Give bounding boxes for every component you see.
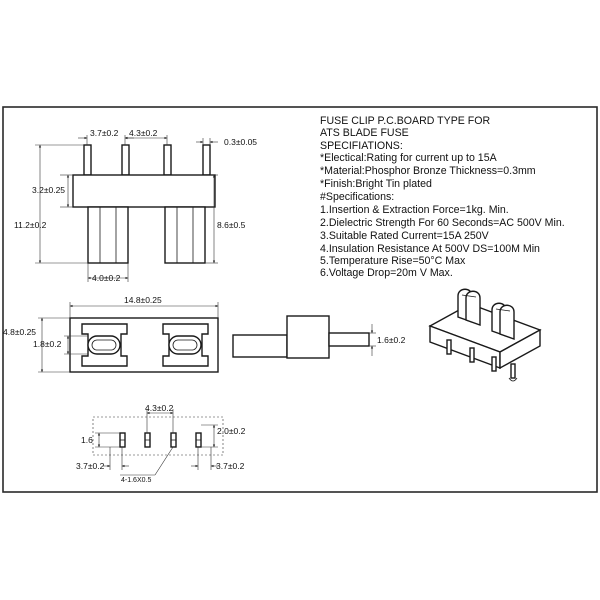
dim-total-height: 11.2±0.2 (14, 220, 47, 230)
dim-pcb-left: 3.7±0.2 (76, 461, 105, 471)
spec-line: *Material:Phosphor Bronze Thickness=0.3mm (320, 165, 536, 177)
spec-line: *Finish:Bright Tin plated (320, 178, 432, 190)
side-base (233, 335, 287, 357)
dim-body-length: 14.8±0.25 (124, 295, 162, 305)
dim-side-pin: 1.6±0.2 (377, 335, 406, 345)
top-view (3, 295, 218, 372)
iso-pin-4 (511, 364, 515, 378)
front-view (14, 128, 257, 283)
iso-pin-1 (447, 340, 451, 354)
side-pin (329, 333, 369, 346)
spec-line: *Electical:Rating for current up to 15A (320, 152, 497, 164)
dim-pin-pitch-mid: 4.3±0.2 (129, 128, 158, 138)
dim-pcb-row: 1.6 (81, 435, 93, 445)
spec-line: #Specifications: (320, 191, 395, 203)
front-leg-right (165, 207, 205, 263)
dim-leg-width: 4.0±0.2 (92, 273, 121, 283)
dim-leg-height: 8.6±0.5 (217, 220, 246, 230)
spec-title-line-1: FUSE CLIP P.C.BOARD TYPE FOR (320, 115, 491, 127)
front-pin-1 (84, 145, 91, 175)
dim-body-height: 3.2±0.25 (32, 185, 66, 195)
dim-pin-thickness: 0.3±0.05 (224, 137, 258, 147)
iso-pin-3 (492, 357, 496, 371)
footprint-outline (93, 417, 223, 455)
side-view (233, 316, 406, 358)
spec-title-line-2: ATS BLADE FUSE (320, 127, 409, 139)
spec-line: 3.Suitable Rated Current=15A 250V (320, 230, 489, 242)
dim-pin-pitch-left: 3.7±0.2 (90, 128, 119, 138)
isometric-view (430, 289, 540, 381)
pcb-footprint (76, 403, 246, 484)
spec-line: 1.Insertion & Extraction Force=1kg. Min. (320, 204, 509, 216)
iso-pin-2 (470, 348, 474, 362)
side-body (287, 316, 329, 358)
spec-heading: SPECIFIATIONS: (320, 140, 403, 152)
dim-pcb-slot: 2.0±0.2 (217, 426, 246, 436)
spec-line: 2.Dielectric Strength For 60 Seconds=AC 500V Min. (320, 217, 565, 229)
pcb-hole-callout: 4-1.6X0.5 (121, 477, 152, 484)
dim-pcb-right: 3.7±0.2 (216, 461, 245, 471)
front-leg-left (88, 207, 128, 263)
specification-block (320, 115, 565, 279)
front-pin-4 (203, 145, 210, 175)
spec-line: 5.Temperature Rise=50°C Max (320, 255, 466, 267)
spec-line: 4.Insulation Resistance At 500V DS=100M Min (320, 243, 540, 255)
dim-top-height: 4.8±0.25 (3, 327, 37, 337)
front-body (73, 175, 215, 207)
front-pin-3 (164, 145, 171, 175)
spec-line: 6.Voltage Drop=20m V Max. (320, 267, 453, 279)
dim-pcb-pitch: 4.3±0.2 (145, 403, 174, 413)
front-pin-2 (122, 145, 129, 175)
dim-slot-height: 1.8±0.2 (33, 339, 62, 349)
